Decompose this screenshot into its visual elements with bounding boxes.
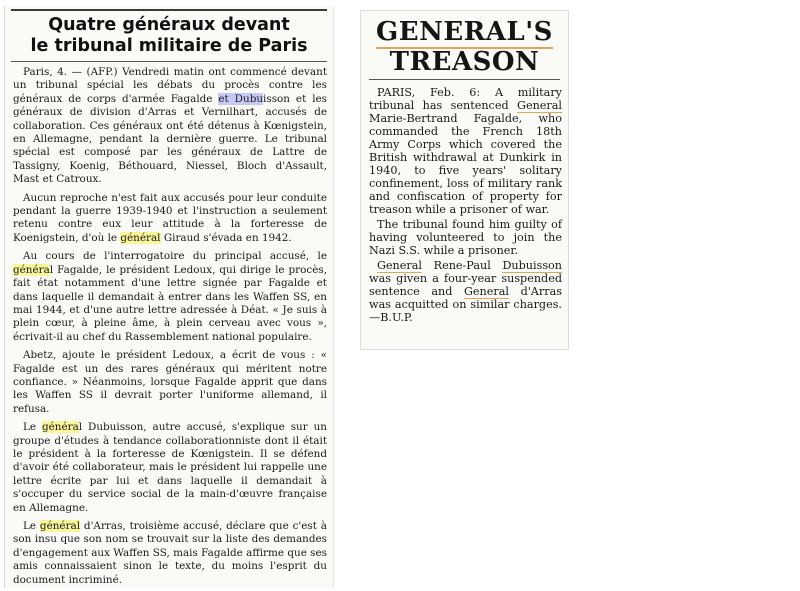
paragraph-1: Paris, 4. — (AFP.) Vendredi matin ont commencé devant un tribunal spécial les débats du procès contre les généraux de corps d'armée Fagalde et Dubuisson et les généraux de division d'Arras et Vernilhart, accusés de collaboration. Ces généraux ont été détenus à Kœnigstein, en Allemagne, pendant la dernière guerre. Le tribunal spécial est composé par les généraux de Lattre de Tassigny, Koenig, Béthouard, Niessel, Bloch d'Assault, Mast et Catroux. — [13, 66, 328, 186]
paragraph-5: Le général Dubuisson, autre accusé, s'explique sur un groupe d'études à tendance collaborationniste dont il était le président à la forteresse de Kœnigstein. Il se défend d'avoir été collaborateur, mais le président lui rappelle une lettre écrite par lui et dans laquelle il demandait à s'occuper du service social de la main-d'œuvre française en Allemagne. — [13, 421, 327, 514]
top-rule — [11, 9, 327, 11]
paragraph-3: General Rene-Paul Dubuisson was given a four-year suspended sentence and General d'Arras was acquitted on similar charges.—B.U.P. — [369, 259, 562, 324]
paragraph-2: Aucun reproche n'est fait aux accusés pour leur conduite pendant la guerre 1939-1940 et l'instruction a seulement retenu contre eux leur attitude à la forteresse de Koenigstein, d'où le général Giraud s'évada en 1942. — [13, 191, 327, 244]
title-line-2: le tribunal militaire de Paris — [30, 36, 308, 56]
highlight-underline: General — [377, 259, 422, 272]
highlight-underline: Dubuisson — [502, 259, 562, 272]
highlight-underline: General — [517, 99, 562, 112]
paragraph-3: Au cours de l'interrogatoire du principal accusé, le général Fagalde, le président Ledoux, qui dirige le procès, fait état notamment d'une lettre signée par Fagalde et dans laquelle il demandait à entrer dans les Waffen SS, en mai 1944, et d'une autre lettre adressée à Déat. « Je suis à plein cœur, à pleine âme, à plein cerveau avec vous », écrivait-il au chef du Rassemblement national populaire. — [13, 250, 327, 343]
paragraph-2: The tribunal found him guilty of having volunteered to join the Nazi S.S. while a prisoner. — [369, 218, 562, 257]
highlight-yellow: généra — [41, 421, 79, 434]
paragraph-6: Le général d'Arras, troisième accusé, déclare que c'est à son insu que son nom se trouvait sur la liste des demandes d'engagement aux Waffen SS, mais Fagalde affirme que ses amis connaissaient sinon le texte, du moins l'esprit du document incriminé. — [13, 520, 327, 586]
paragraph-1: PARIS, Feb. 6: A military tribunal has sentenced General Marie-Bertrand Fagalde, who commanded the French 18th Army Corps which covered the British withdrawal at Dunkirk in 1940, to five years' solitary confinement, loss of military rank and confiscation of property for treason while a prisoner of war. — [369, 86, 562, 216]
highlight-yellow: général — [39, 520, 81, 532]
highlight-yellow: général — [120, 231, 161, 244]
french-article-body — [5, 62, 333, 587]
paragraph-4: Abetz, ajoute le président Ledoux, a écrit de vous : « Fagalde est un des rares généraux qui méritent notre confiance. » Néanmoins, lorsque Fagalde apprit que dans les Waffen SS il devrait porter l'uniforme allemand, il refusa. — [13, 349, 327, 415]
english-article-clipping — [360, 10, 569, 350]
highlight-blue: et Dubu — [218, 92, 264, 105]
title-line-2: TREASON — [389, 47, 540, 77]
french-article-title — [5, 15, 333, 57]
highlight-underline: General — [464, 285, 509, 298]
english-article-body — [361, 80, 568, 324]
english-article-title — [361, 17, 568, 77]
title-line-1: Quatre généraux devant — [48, 15, 290, 35]
french-article-clipping — [4, 6, 334, 588]
highlight-yellow: généra — [13, 263, 50, 276]
title-line-1: GENERAL'S — [376, 17, 553, 47]
